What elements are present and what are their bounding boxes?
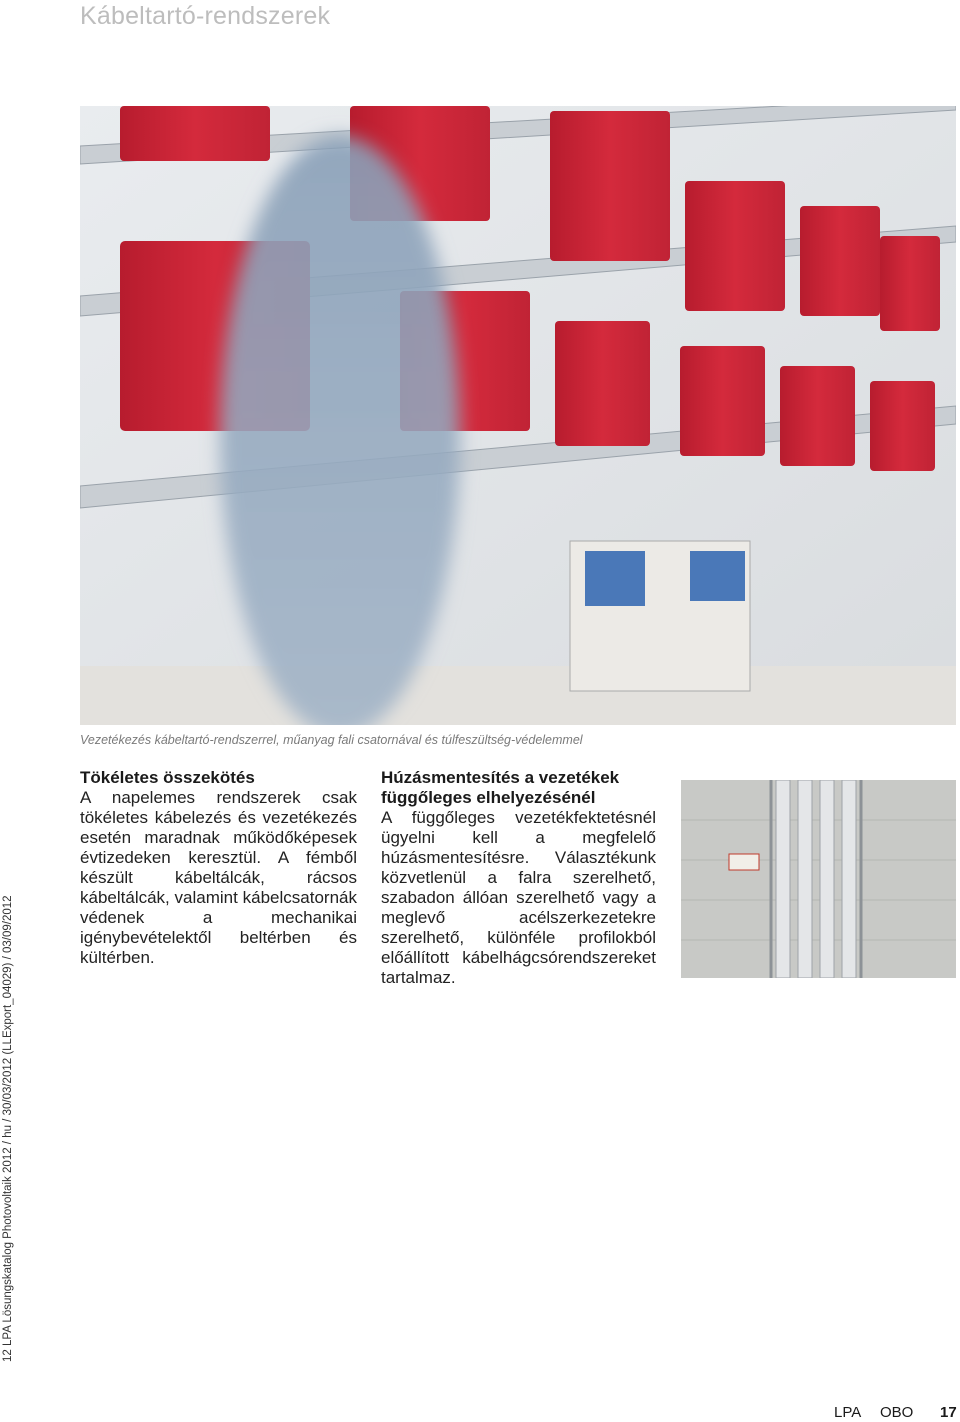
hero-caption: Vezetékezés kábeltartó-rendszerrel, műanyag fali csatornával és túlfeszültség-védelemmel (80, 733, 583, 747)
page-number: 17 (940, 1404, 957, 1421)
page-title: Kábeltartó-rendszerek (80, 2, 331, 30)
section2-heading: Húzásmentesítés a vezetékek függőleges elhelyezésénél (381, 768, 620, 807)
cable-ladder-photo (681, 780, 956, 978)
section-strain-relief (381, 768, 656, 988)
section1-heading: Tökéletes összekötés (80, 768, 255, 787)
section1-body: A napelemes rendszerek csak tökéletes kábelezés és vezetékezés esetén maradnak működőképesek évtizedeken keresztül. A fémből készült kábeltálcák, rácsos kábeltálcák, valamint kábelcsatornák védenek a mechanikai igénybevételektől beltérben és kültérben. (80, 788, 357, 967)
control-cabinet (570, 541, 750, 691)
footer-lpa: LPA (834, 1404, 862, 1421)
section2-body: A függőleges vezetékfektetésnél ügyelni kell a megfelelő húzásmentesítésre. Választékunk közvetlenül a falra szerelhető, szabadon állóan szerelhető vagy a meglevő acélszerkezetekre szerelhető, különféle profilokból előállított kábelhágcsórendszereket tartalmaz. (381, 808, 656, 987)
side-print-note: 12 LPA Lösungskatalog Photovoltaik 2012 / hu / 30/03/2012 (LLExport_04029) / 03/09/2012 (2, 895, 14, 1362)
section-perfect-connection (80, 768, 357, 968)
hero-photo (80, 106, 956, 725)
footer-brand: OBO (880, 1404, 914, 1421)
blurred-person (220, 136, 460, 725)
